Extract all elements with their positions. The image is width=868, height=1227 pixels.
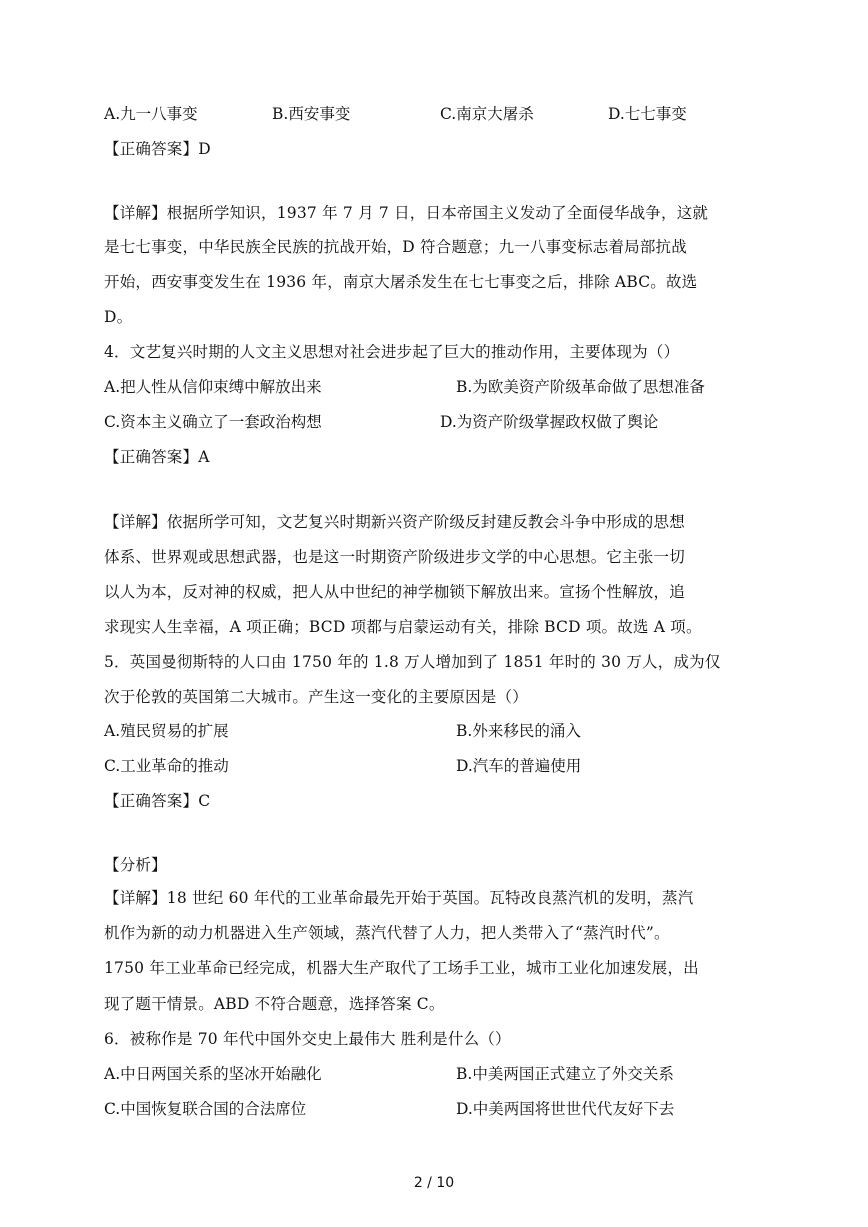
q6-option-a: A.中日两国关系的坚冰开始融化: [104, 1065, 322, 1083]
q4-detail-line-4: 求现实人生幸福，A 项正确；BCD 项都与启蒙运动有关，排除 BCD 项。故选 A 项。: [104, 618, 702, 636]
q5-option-c: C.工业革命的推动: [104, 757, 229, 775]
q5-analysis: 【分析】: [104, 856, 167, 874]
q3-detail-line-2: 是七七事变，中华民族全民族的抗战开始，D 符合题意；九一八事变标志着局部抗战: [104, 238, 687, 256]
q5-option-b: B.外来移民的涌入: [456, 722, 581, 740]
q4-question: 4．文艺复兴时期的人文主义思想对社会进步起了巨大的推动作用，主要体现为（）: [104, 343, 680, 361]
q5-detail-line-4: 现了题干情景。ABD 不符合题意，选择答案 C。: [104, 995, 445, 1013]
q5-question-line-2: 次于伦敦的英国第二大城市。产生这一变化的主要原因是（）: [104, 688, 528, 706]
q4-correct-answer: 【正确答案】A: [104, 448, 210, 466]
page-number: 2 / 10: [413, 1175, 455, 1191]
q6-question: 6．被称作是 70 年代中国外交史上最伟大 胜利是什么（）: [104, 1030, 511, 1048]
q4-option-b: B.为欧美资产阶级革命做了思想准备: [456, 378, 705, 396]
q5-option-d: D.汽车的普遍使用: [456, 757, 582, 775]
q3-option-a: A.九一八事变: [104, 105, 198, 123]
q4-detail-line-3: 以人为本，反对神的权威，把人从中世纪的神学枷锁下解放出来。宣扬个性解放，追: [104, 583, 685, 601]
q4-detail-line-1: 【详解】依据所学可知，文艺复兴时期新兴资产阶级反封建反教会斗争中形成的思想: [104, 513, 685, 531]
q6-option-b: B.中美两国正式建立了外交关系: [456, 1065, 674, 1083]
q5-correct-answer: 【正确答案】C: [104, 792, 211, 810]
q4-option-a: A.把人性从信仰束缚中解放出来: [104, 378, 322, 396]
q5-detail-line-3: 1750 年工业革命已经完成，机器大生产取代了工场手工业，城市工业化加速发展，出: [104, 959, 699, 977]
q5-detail-line-2: 机作为新的动力机器进入生产领域，蒸汽代替了人力，把人类带入了“蒸汽时代”。: [104, 924, 670, 942]
q4-option-d: D.为资产阶级掌握政权做了舆论: [440, 413, 659, 431]
q5-detail-line-1: 【详解】18 世纪 60 年代的工业革命最先开始于英国。瓦特改良蒸汽机的发明，蒸汽: [104, 889, 694, 907]
q3-option-c: C.南京大屠杀: [440, 105, 534, 123]
q5-question-line-1: 5．英国曼彻斯特的人口由 1750 年的 1.8 万人增加到了 1851 年时的 30 万人，成为仅: [104, 653, 721, 671]
q3-detail-line-4: D。: [104, 308, 133, 326]
q3-correct-answer: 【正确答案】D: [104, 140, 211, 158]
q4-detail-line-2: 体系、世界观或思想武器，也是这一时期资产阶级进步文学的中心思想。它主张一切: [104, 548, 685, 566]
q3-detail-line-1: 【详解】根据所学知识，1937 年 7 月 7 日，日本帝国主义发动了全面侵华战争，这就: [104, 204, 709, 222]
q3-option-b: B.西安事变: [272, 105, 351, 123]
q3-option-d: D.七七事变: [608, 105, 687, 123]
q3-detail-line-3: 开始，西安事变发生在 1936 年，南京大屠杀发生在七七事变之后，排除 ABC。故选: [104, 273, 698, 291]
q5-option-a: A.殖民贸易的扩展: [104, 722, 229, 740]
q4-option-c: C.资本主义确立了一套政治构想: [104, 413, 322, 431]
q6-option-c: C.中国恢复联合国的合法席位: [104, 1100, 307, 1118]
q6-option-d: D.中美两国将世世代代友好下去: [456, 1100, 675, 1118]
